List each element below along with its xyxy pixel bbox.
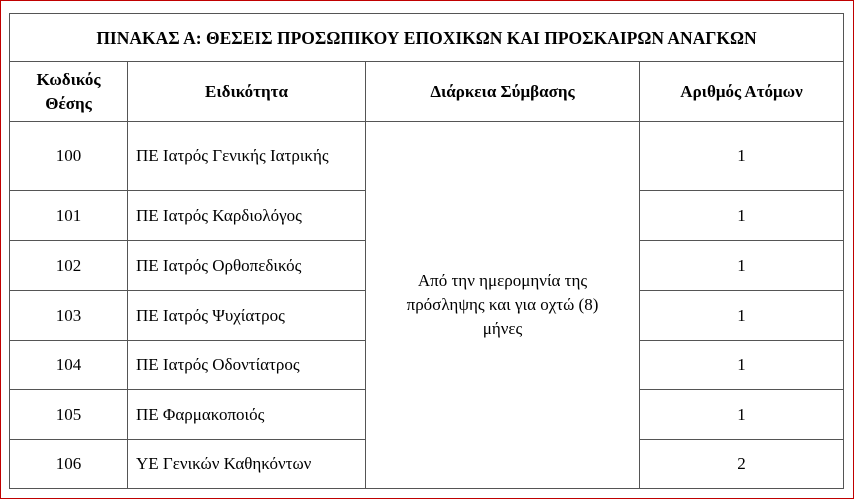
header-code — [10, 62, 128, 122]
position-code: 101 — [10, 191, 128, 241]
position-count: 1 — [640, 122, 844, 191]
table-row — [10, 122, 844, 191]
position-code: 106 — [10, 440, 128, 489]
position-count: 2 — [640, 440, 844, 489]
position-count: 1 — [640, 341, 844, 390]
position-count: 1 — [640, 291, 844, 341]
position-specialty: ΠΕ Φαρμακοποιός — [128, 390, 366, 440]
position-code: 105 — [10, 390, 128, 440]
position-count: 1 — [640, 390, 844, 440]
header-count: Αριθμός Ατόμων — [640, 62, 844, 122]
header-row — [10, 62, 844, 122]
position-specialty: ΥΕ Γενικών Καθηκόντων — [128, 440, 366, 489]
position-specialty: ΠΕ Ιατρός Οδοντίατρος — [128, 341, 366, 390]
contract-duration: Από την ημερομηνία της πρόσληψης και για οχτώ (8) μήνες — [366, 122, 640, 489]
position-count: 1 — [640, 191, 844, 241]
position-specialty: ΠΕ Ιατρός Ψυχίατρος — [128, 291, 366, 341]
header-code-line2: Θέσης — [45, 93, 92, 113]
header-code-line1: Κωδικός — [36, 69, 101, 89]
position-code: 102 — [10, 241, 128, 291]
position-specialty: ΠΕ Ιατρός Ορθοπεδικός — [128, 241, 366, 291]
table-title: ΠΙΝΑΚΑΣ Α: ΘΕΣΕΙΣ ΠΡΟΣΩΠΙΚΟΥ ΕΠΟΧΙΚΩΝ ΚΑΙ ΠΡΟΣΚΑΙΡΩΝ ΑΝΑΓΚΩΝ — [10, 14, 844, 62]
header-duration: Διάρκεια Σύμβασης — [366, 62, 640, 122]
header-specialty: Ειδικότητα — [128, 62, 366, 122]
position-code: 104 — [10, 341, 128, 390]
position-specialty: ΠΕ Ιατρός Γενικής Ιατρικής — [128, 122, 366, 191]
position-code: 100 — [10, 122, 128, 191]
positions-table — [9, 13, 844, 489]
position-code: 103 — [10, 291, 128, 341]
position-specialty: ΠΕ Ιατρός Καρδιολόγος — [128, 191, 366, 241]
position-count: 1 — [640, 241, 844, 291]
